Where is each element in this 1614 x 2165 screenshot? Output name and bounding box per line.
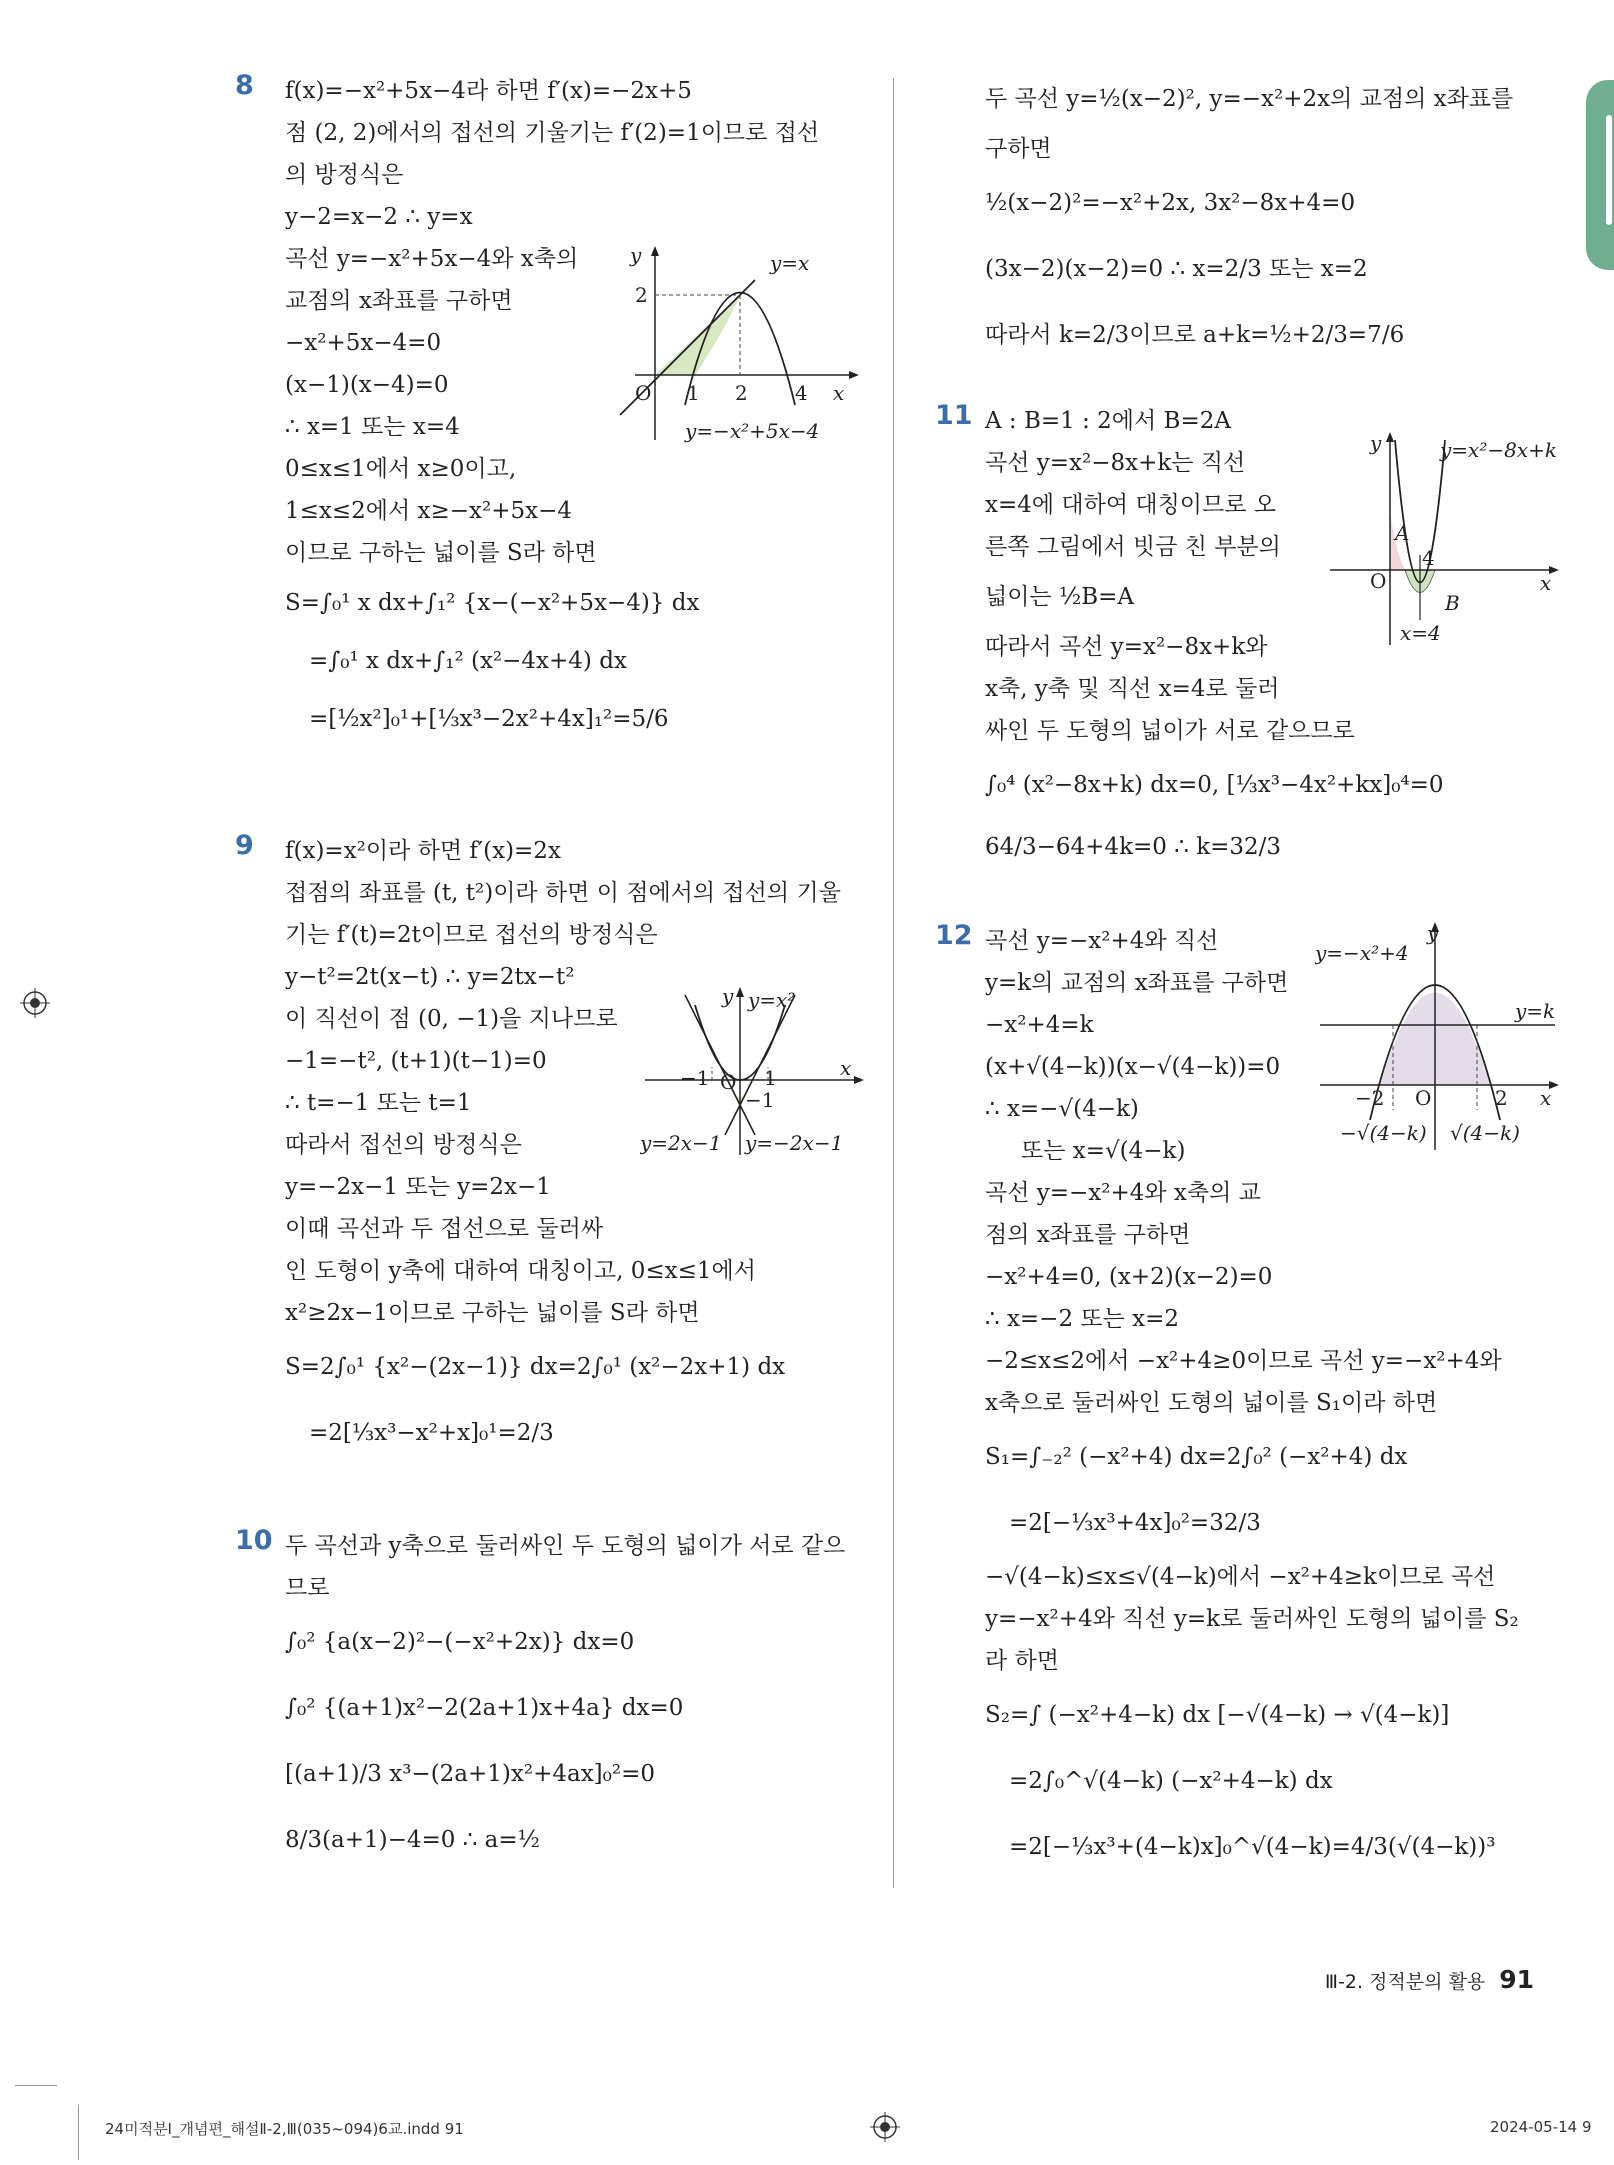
solution-line: y=−2x−1 또는 y=2x−1 [285,1174,551,1200]
region-label-B: B [1445,591,1460,615]
problem-11 [935,400,1565,920]
solution-line: A : B=1 : 2에서 B=2A [985,408,1231,434]
tick-label: 2 [735,381,748,405]
solution-line: y−2=x−2 ∴ y=x [285,204,473,230]
solution-line: 점의 x좌표를 구하면 [985,1222,1191,1248]
axis-label-x: x [1540,1086,1552,1110]
line-label: y=k [1515,999,1556,1023]
problem-8 [235,70,865,830]
solution-line: 접점의 좌표를 (t, t²)이라 하면 이 점에서의 접선의 기울 [285,880,841,906]
axis-label-x: x [840,1056,852,1080]
solution-line: 두 곡선 y=½(x−2)², y=−x²+2x의 교점의 x좌표를 [985,86,1514,112]
solution-line: 두 곡선과 y축으로 둘러싸인 두 도형의 넓이가 서로 같으 [285,1533,846,1559]
problem-9 [235,830,865,1525]
line-label: x=4 [1400,621,1441,645]
solution-line: f(x)=−x²+5x−4라 하면 f′(x)=−2x+5 [285,78,692,104]
solution-line: y=−x²+4와 직선 y=k로 둘러싸인 도형의 넓이를 S₂ [985,1606,1519,1632]
origin-label: O [1370,569,1387,593]
graph-figure [1325,430,1565,660]
solution-line: =[½x²]₀¹+[⅓x³−2x²+4x]₁²=5/6 [309,706,669,732]
axis-label-x: x [833,381,845,405]
solution-line: 따라서 k=2/3이므로 a+k=½+2/3=7/6 [985,322,1405,348]
tick-label: −2 [1355,1086,1385,1110]
solution-line: 구하면 [985,136,1052,162]
solution-line: 교점의 x좌표를 구하면 [285,288,513,314]
solution-line: −x²+4=0, (x+2)(x−2)=0 [985,1264,1273,1290]
axis-label-y: y [630,243,642,267]
solution-line: (3x−2)(x−2)=0 ∴ x=2/3 또는 x=2 [985,256,1368,282]
problem-10 [235,1525,865,1873]
tick-label: 1 [764,1066,777,1090]
solution-line: [(a+1)/3 x³−(2a+1)x²+4ax]₀²=0 [285,1761,655,1787]
solution-line: =2[⅓x³−x²+x]₀¹=2/3 [309,1420,554,1446]
solution-line: S₁=∫₋₂² (−x²+4) dx=2∫₀² (−x²+4) dx [985,1444,1408,1470]
graph-figure [1315,920,1565,1170]
origin-label: O [1415,1086,1432,1110]
solution-line: S=∫₀¹ x dx+∫₁² {x−(−x²+5x−4)} dx [285,590,700,616]
problem-number: 9 [235,830,254,861]
graph-figure [615,240,865,450]
solution-line: 른쪽 그림에서 빗금 친 부분의 [985,534,1281,560]
solution-line: 이때 곡선과 두 접선으로 둘러싸 [285,1216,604,1242]
solution-line: 점 (2, 2)에서의 접선의 기울기는 f′(2)=1이므로 접선 [285,120,820,146]
curve-label: y=−x²+5x−4 [685,419,820,443]
tick-label: √(4−k) [1450,1121,1520,1145]
solution-line: 므로 [285,1575,330,1601]
solution-line: x²≥2x−1이므로 구하는 넓이를 S라 하면 [285,1300,700,1326]
solution-line: 곡선 y=−x²+5x−4와 x축의 [285,246,579,272]
solution-line: ∫₀⁴ (x²−8x+k) dx=0, [⅓x³−4x²+kx]₀⁴=0 [985,772,1444,798]
solution-line: 따라서 접선의 방정식은 [285,1132,522,1158]
solution-line: 곡선 y=x²−8x+k는 직선 [985,450,1246,476]
footer-section [1325,1965,1534,1994]
right-column [935,70,1565,1880]
solution-line: 8/3(a+1)−4=0 ∴ a=½ [285,1827,540,1853]
tick-label: 1 [687,381,700,405]
solution-line: =∫₀¹ x dx+∫₁² (x²−4x+4) dx [309,648,627,674]
chapter-tab [1586,80,1614,270]
solution-line: 싸인 두 도형의 넓이가 서로 같으므로 [985,718,1355,744]
problem-number: 12 [935,920,973,951]
column-divider [893,78,894,1888]
solution-line: 기는 f′(t)=2t이므로 접선의 방정식은 [285,922,658,948]
curve-label: y=−x²+4 [1315,941,1409,965]
curve-label: y=x²−8x+k [1440,438,1557,462]
axis-label-y: y [1370,431,1382,455]
problem-number: 8 [235,70,254,101]
tick-label: 2 [1495,1086,1508,1110]
solution-line: ∫₀² {(a+1)x²−2(2a+1)x+4a} dx=0 [285,1695,684,1721]
problem-number: 10 [235,1525,273,1556]
solution-line: y=k의 교점의 x좌표를 구하면 [985,970,1289,996]
problem-10-continued [935,70,1565,400]
solution-line: (x+√(4−k))(x−√(4−k))=0 [985,1054,1281,1080]
graph-figure [640,985,870,1175]
chapter-tab-mark [1606,115,1612,225]
solution-line: S₂=∫ (−x²+4−k) dx [−√(4−k) → √(4−k)] [985,1702,1450,1728]
registration-mark-icon [870,2112,900,2142]
solution-line: −2≤x≤2에서 −x²+4≥0이므로 곡선 y=−x²+4와 [985,1348,1502,1374]
solution-line: 따라서 곡선 y=x²−8x+k와 [985,634,1268,660]
print-date: 2024-05-14 9 [1490,2118,1592,2136]
crop-mark [15,2085,57,2086]
solution-line: 라 하면 [985,1648,1059,1674]
region-label-A: A [1395,521,1410,545]
solution-line: x=4에 대하여 대칭이므로 오 [985,492,1276,518]
solution-line: f(x)=x²이라 하면 f′(x)=2x [285,838,561,864]
solution-line: 1≤x≤2에서 x≥−x²+5x−4 [285,498,573,524]
section-title: Ⅲ-2. 정적분의 활용 [1324,1971,1486,1993]
tick-label: −1 [680,1066,710,1090]
print-file-info: 24미적분Ⅰ_개념편_해설Ⅱ-2,Ⅲ(035~094)6교.indd 91 [105,2120,464,2138]
origin-label: O [720,1070,737,1094]
line-label: y=−2x−1 [745,1131,844,1155]
solution-line: 인 도형이 y축에 대하여 대칭이고, 0≤x≤1에서 [285,1258,756,1284]
solution-line: 곡선 y=−x²+4와 x축의 교 [985,1180,1261,1206]
solution-line: (x−1)(x−4)=0 [285,372,449,398]
tick-label: 4 [1422,546,1435,570]
solution-line: 곡선 y=−x²+4와 직선 [985,928,1219,954]
solution-line: 이 직선이 점 (0, −1)을 지나므로 [285,1006,618,1032]
solution-line: ½(x−2)²=−x²+2x, 3x²−8x+4=0 [985,190,1356,216]
solution-line: =2[−⅓x³+4x]₀²=32/3 [1009,1510,1261,1536]
solution-line: S=2∫₀¹ {x²−(2x−1)} dx=2∫₀¹ (x²−2x+1) dx [285,1354,786,1380]
solution-body [985,70,1565,368]
solution-line: −√(4−k)≤x≤√(4−k)에서 −x²+4≥k이므로 곡선 [985,1564,1496,1590]
tick-label: −√(4−k) [1340,1121,1427,1145]
solution-line: ∴ x=1 또는 x=4 [285,414,460,440]
solution-line: 64/3−64+4k=0 ∴ k=32/3 [985,834,1282,860]
left-column [235,70,865,1873]
solution-line: 0≤x≤1에서 x≥0이고, [285,456,517,482]
registration-mark-icon [20,988,50,1018]
solution-line: 넓이는 ½B=A [985,584,1135,610]
problem-number: 11 [935,400,973,431]
tick-label: −1 [745,1088,775,1112]
tick-label: 2 [635,283,648,307]
solution-line: y−t²=2t(x−t) ∴ y=2tx−t² [285,964,575,990]
solution-line: −1=−t², (t+1)(t−1)=0 [285,1048,547,1074]
solution-line: ∫₀² {a(x−2)²−(−x²+2x)} dx=0 [285,1629,635,1655]
axis-label-y: y [722,985,734,1008]
solution-line: −x²+4=k [985,1012,1094,1038]
curve-label: y=x² [748,988,796,1012]
solution-line: ∴ x=−2 또는 x=2 [985,1306,1180,1332]
solution-line: 의 방정식은 [285,162,404,188]
line-label: y=x [770,251,810,275]
problem-12 [935,920,1565,1880]
crop-mark [78,2105,79,2160]
axis-label-y: y [1427,921,1439,945]
line-label: y=2x−1 [640,1131,722,1155]
tick-label: 4 [795,381,808,405]
page-number: 91 [1499,1965,1534,1994]
origin-label: O [635,381,652,405]
solution-line: x축으로 둘러싸인 도형의 넓이를 S₁이라 하면 [985,1390,1438,1416]
solution-line: −x²+5x−4=0 [285,330,442,356]
solution-line: ∴ t=−1 또는 t=1 [285,1090,472,1116]
solution-body [285,1525,865,1873]
axis-label-x: x [1540,571,1552,595]
solution-line: =2∫₀^√(4−k) (−x²+4−k) dx [1009,1768,1333,1794]
solution-line: ∴ x=−√(4−k) [985,1096,1139,1122]
solution-line: x축, y축 및 직선 x=4로 둘러 [985,676,1280,702]
solution-line: 또는 x=√(4−k) [1021,1138,1186,1164]
solution-line: =2[−⅓x³+(4−k)x]₀^√(4−k)=4/3(√(4−k))³ [1009,1834,1496,1860]
solution-line: 이므로 구하는 넓이를 S라 하면 [285,540,597,566]
